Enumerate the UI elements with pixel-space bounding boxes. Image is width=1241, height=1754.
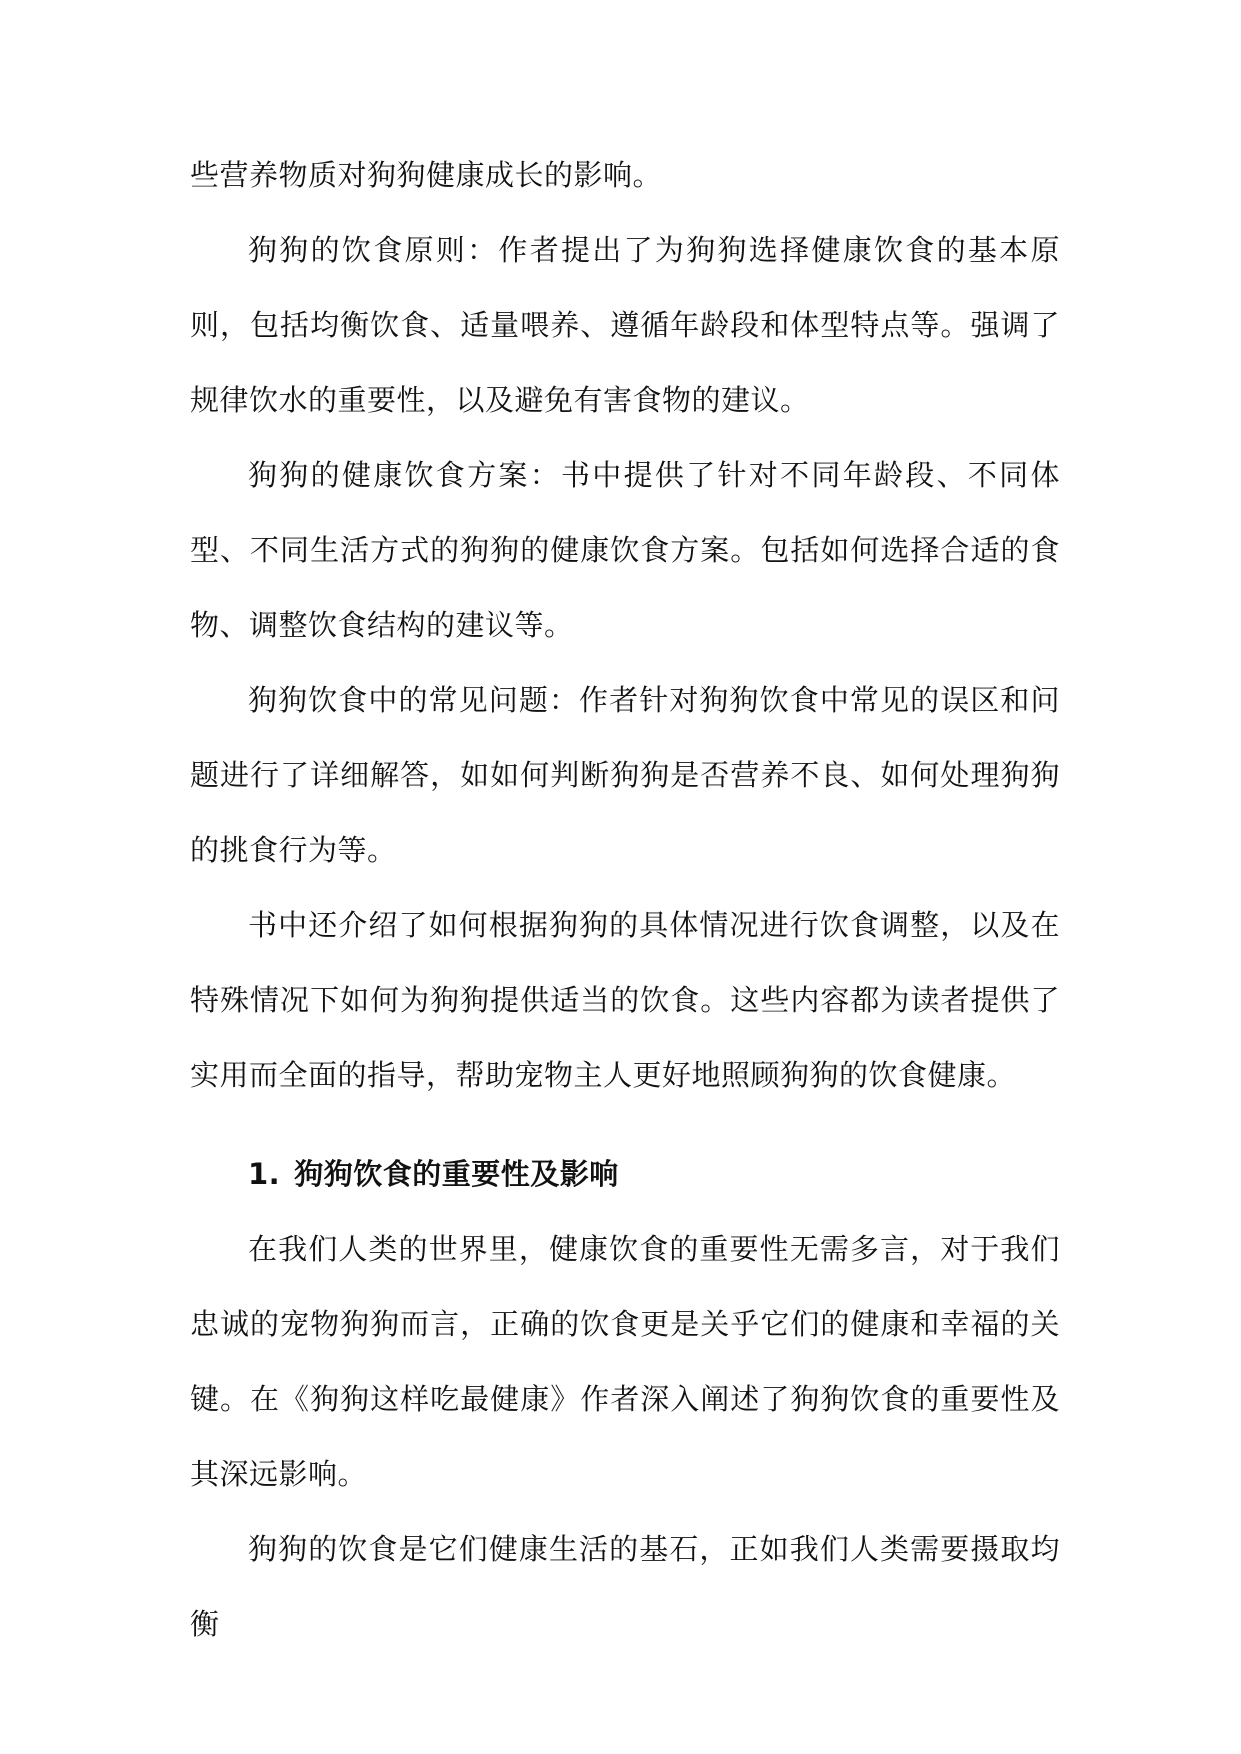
paragraph-diet-adjustment: 书中还介绍了如何根据狗狗的具体情况进行饮食调整，以及在特殊情况下如何为狗狗提供适当的饮食。这些内容都为读者提供了实用而全面的指导，帮助宠物主人更好地照顾狗狗的饮食健康。 — [190, 908, 1060, 1092]
section-heading — [190, 1137, 1060, 1212]
paragraph-nutrition-continued: 些营养物质对狗狗健康成长的影响。 — [190, 158, 663, 192]
paragraph-common-problems: 狗狗饮食中的常见问题：作者针对狗狗饮食中常见的误区和问题进行了详细解答，如如何判断狗狗是否营养不良、如何处理狗狗的挑食行为等。 — [190, 683, 1060, 867]
section-title: 狗狗饮食的重要性及影响 — [294, 1157, 619, 1191]
paragraph-diet-foundation: 狗狗的饮食是它们健康生活的基石，正如我们人类需要摄取均衡 — [190, 1532, 1060, 1641]
paragraph-diet-principles: 狗狗的饮食原则：作者提出了为狗狗选择健康饮食的基本原则，包括均衡饮食、适量喂养、遵循年龄段和体型特点等。强调了规律饮水的重要性，以及避免有害食物的建议。 — [190, 233, 1060, 417]
document-body — [190, 138, 1060, 1662]
section-number: 1. — [248, 1157, 281, 1191]
paragraph-diet-plans: 狗狗的健康饮食方案：书中提供了针对不同年龄段、不同体型、不同生活方式的狗狗的健康饮食方案。包括如何选择合适的食物、调整饮食结构的建议等。 — [190, 458, 1060, 642]
paragraph-importance-intro: 在我们人类的世界里，健康饮食的重要性无需多言，对于我们忠诚的宠物狗狗而言，正确的饮食更是关乎它们的健康和幸福的关键。在《狗狗这样吃最健康》作者深入阐述了狗狗饮食的重要性及其深远影响。 — [190, 1232, 1060, 1491]
